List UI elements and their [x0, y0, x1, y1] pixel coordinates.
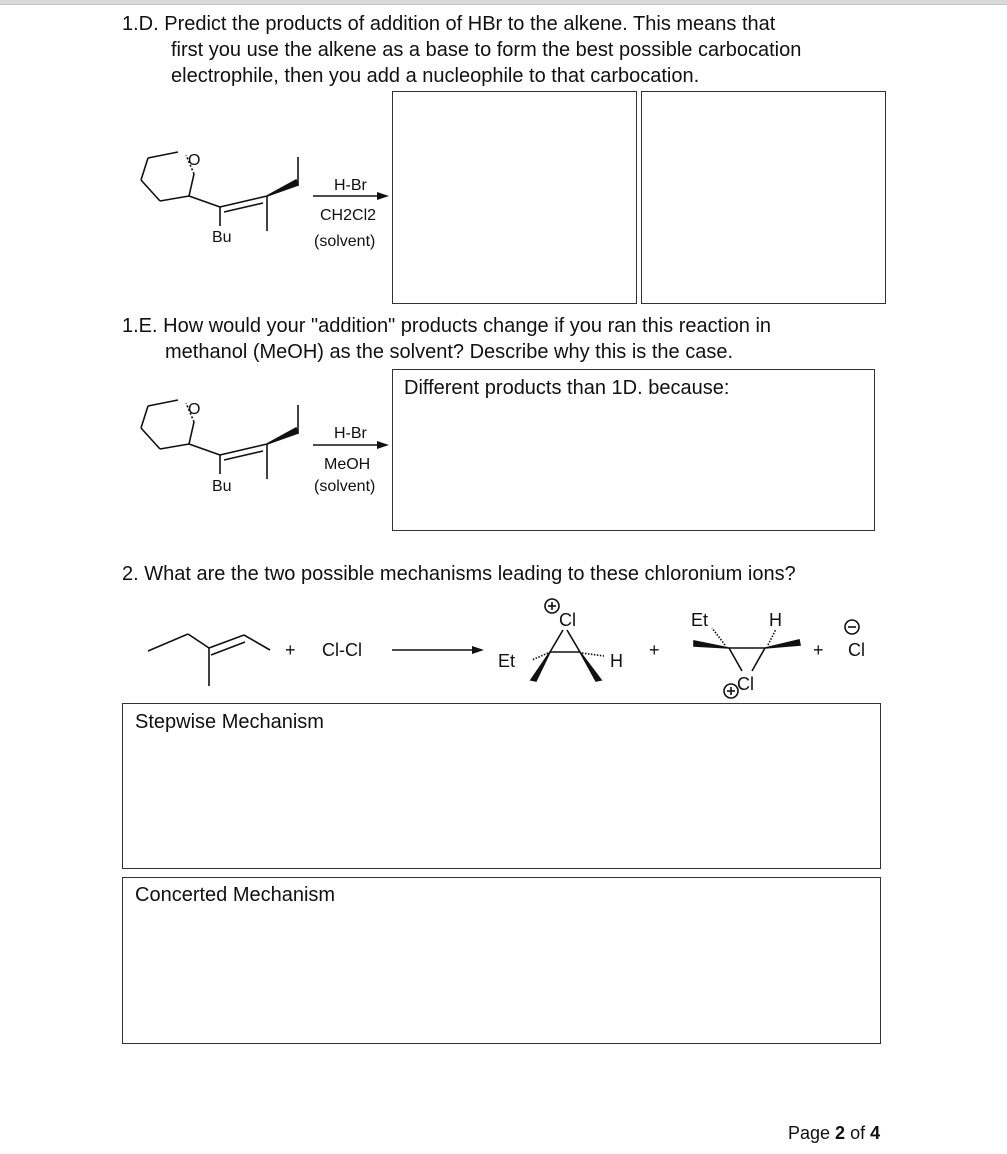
question-1d-line-3: electrophile, then you add a nucleophile to that carbocation. — [171, 65, 700, 87]
reagent-label: H-Br — [334, 177, 367, 194]
hydrogen-label: H — [769, 610, 782, 630]
ethyl-label: Et — [691, 610, 709, 630]
stepwise-label: Stepwise Mechanism — [135, 711, 324, 733]
page-prefix: Page — [788, 1123, 836, 1143]
answer-prompt-1e: Different products than 1D. because: — [404, 377, 730, 399]
question-1e-line-2: methanol (MeOH) as the solvent? Describe why this is the case. — [165, 341, 734, 363]
chloronium-chlorine: Cl — [559, 610, 576, 630]
ring-oxygen-label: O — [188, 152, 201, 169]
plus-sign: + — [813, 640, 824, 660]
answer-box-concerted[interactable] — [122, 877, 881, 1044]
solvent-label: (solvent) — [314, 478, 376, 495]
page-middle: of — [845, 1123, 871, 1143]
answer-box-stepwise[interactable] — [122, 703, 881, 869]
concerted-label: Concerted Mechanism — [135, 884, 336, 906]
question-1e-line-1: 1.E. How would your "addition" products change if you ran this reaction in — [122, 315, 772, 337]
ethyl-label: Et — [498, 651, 516, 671]
page-indicator — [788, 1123, 880, 1144]
chloronium-chlorine: Cl — [737, 674, 754, 694]
solvent-formula: MeOH — [324, 456, 371, 473]
butyl-label: Bu — [212, 478, 232, 495]
plus-sign: + — [285, 640, 296, 660]
hydrogen-label: H — [610, 651, 623, 671]
page-total: 4 — [870, 1123, 881, 1143]
question-2-text: 2. What are the two possible mechanisms leading to these chloronium ions? — [122, 563, 796, 585]
butyl-label: Bu — [212, 229, 232, 246]
question-1d-line-2: first you use the alkene as a base to form the best possible carbocation — [171, 39, 802, 61]
chlorine-reagent: Cl-Cl — [322, 640, 362, 660]
solvent-label: (solvent) — [314, 233, 376, 250]
chloride-ion: Cl — [848, 640, 865, 660]
solvent-formula: CH2Cl2 — [320, 207, 377, 224]
reagent-label: H-Br — [334, 425, 367, 442]
ring-oxygen-label: O — [188, 401, 201, 418]
page-current: 2 — [835, 1123, 846, 1143]
plus-sign: + — [649, 640, 660, 660]
question-1d-line-1: 1.D. Predict the products of addition of HBr to the alkene. This means that — [122, 13, 776, 35]
